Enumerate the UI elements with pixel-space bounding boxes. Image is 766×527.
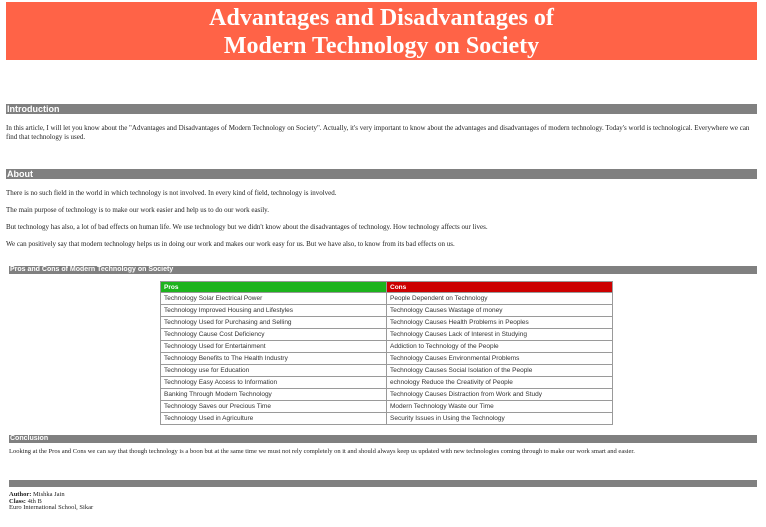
pro-cell: Technology Used in Agriculture xyxy=(161,413,387,425)
pros-cons-table-wrap xyxy=(160,281,613,425)
about-paragraph-1: There is no such field in the world in which technology is not involved. In every kind of field, technology is involved. xyxy=(6,189,337,197)
author-block xyxy=(9,492,93,512)
author-label: Author: xyxy=(9,491,32,498)
table-row xyxy=(161,413,613,425)
con-cell: People Dependent on Technology xyxy=(387,293,613,305)
author-name: Mishka Jain xyxy=(33,491,65,498)
con-cell: echnology Reduce the Creativity of People xyxy=(387,377,613,389)
conclusion-text: Looking at the Pros and Cons we can say that though technology is a boon but at the same time we must not rely completely on it and should always keep us updated with new technologies coming through to make our work smart and easier. xyxy=(9,448,635,455)
table-row xyxy=(161,365,613,377)
school-name: Euro International School, Sikar xyxy=(9,504,94,511)
class-label: Class: xyxy=(9,497,26,505)
table-row xyxy=(161,353,613,365)
table-header-row xyxy=(161,282,613,293)
table-row xyxy=(161,341,613,353)
pros-cons-heading: Pros and Cons of Modern Technology on Society xyxy=(9,266,757,274)
pro-cell: Technology Easy Access to Information xyxy=(161,377,387,389)
pro-cell: Technology use for Education xyxy=(161,365,387,377)
about-paragraph-3: But technology has also, a lot of bad effects on human life. We use technology but we didn't know about the disadvantages of technology. How technology affects our lives. xyxy=(6,223,488,231)
conclusion-heading: Conclusion xyxy=(9,435,757,443)
footer-divider xyxy=(9,480,757,487)
pro-cell: Technology Solar Electrical Power xyxy=(161,293,387,305)
introduction-text: In this article, I will let you know about the "Advantages and Disadvantages of Modern Technology on Society". Actually, it's very important to know about the advantages and disadvantages of modern technology. Today's world is technological. Everywhere we can find that technology is used. xyxy=(6,124,750,141)
about-paragraph-4: We can positively say that modern technology helps us in doing our work and makes our work easy for us. But we have also, to know from its bad effects on us. xyxy=(6,240,455,248)
con-cell: Technology Causes Distraction from Work and Study xyxy=(387,389,613,401)
con-cell: Addiction to Technology of the People xyxy=(387,341,613,353)
con-cell: Technology Causes Environmental Problems xyxy=(387,353,613,365)
con-cell: Technology Causes Social Isolation of the People xyxy=(387,365,613,377)
table-row xyxy=(161,293,613,305)
about-paragraph-2: The main purpose of technology is to make our work easier and help us to do our work easily. xyxy=(6,206,269,214)
pro-cell: Technology Benefits to The Health Industry xyxy=(161,353,387,365)
pro-cell: Technology Improved Housing and Lifestyles xyxy=(161,305,387,317)
table-row xyxy=(161,377,613,389)
con-cell: Security Issues in Using the Technology xyxy=(387,413,613,425)
page-title-line2: Modern Technology on Society xyxy=(223,33,540,59)
con-cell: Technology Causes Wastage of money xyxy=(387,305,613,317)
page-title-line1: Advantages and Disadvantages of xyxy=(209,5,554,31)
pro-cell: Technology Cause Cost Deficiency xyxy=(161,329,387,341)
table-row xyxy=(161,329,613,341)
introduction-heading: Introduction xyxy=(6,104,757,114)
about-heading: About xyxy=(6,169,757,179)
con-cell: Modern Technology Waste our Time xyxy=(387,401,613,413)
table-row xyxy=(161,401,613,413)
page-title-banner xyxy=(6,2,757,60)
pros-cons-table xyxy=(160,281,613,425)
class-value: 4th B xyxy=(27,497,42,505)
con-cell: Technology Causes Health Problems in Peoples xyxy=(387,317,613,329)
pros-column-header: Pros xyxy=(161,282,387,293)
table-row xyxy=(161,305,613,317)
pro-cell: Technology Saves our Precious Time xyxy=(161,401,387,413)
cons-column-header: Cons xyxy=(387,282,613,293)
con-cell: Technology Causes Lack of Interest in Studying xyxy=(387,329,613,341)
table-row xyxy=(161,317,613,329)
pro-cell: Banking Through Modern Technology xyxy=(161,389,387,401)
table-row xyxy=(161,389,613,401)
pro-cell: Technology Used for Purchasing and Selling xyxy=(161,317,387,329)
pro-cell: Technology Used for Entertainment xyxy=(161,341,387,353)
